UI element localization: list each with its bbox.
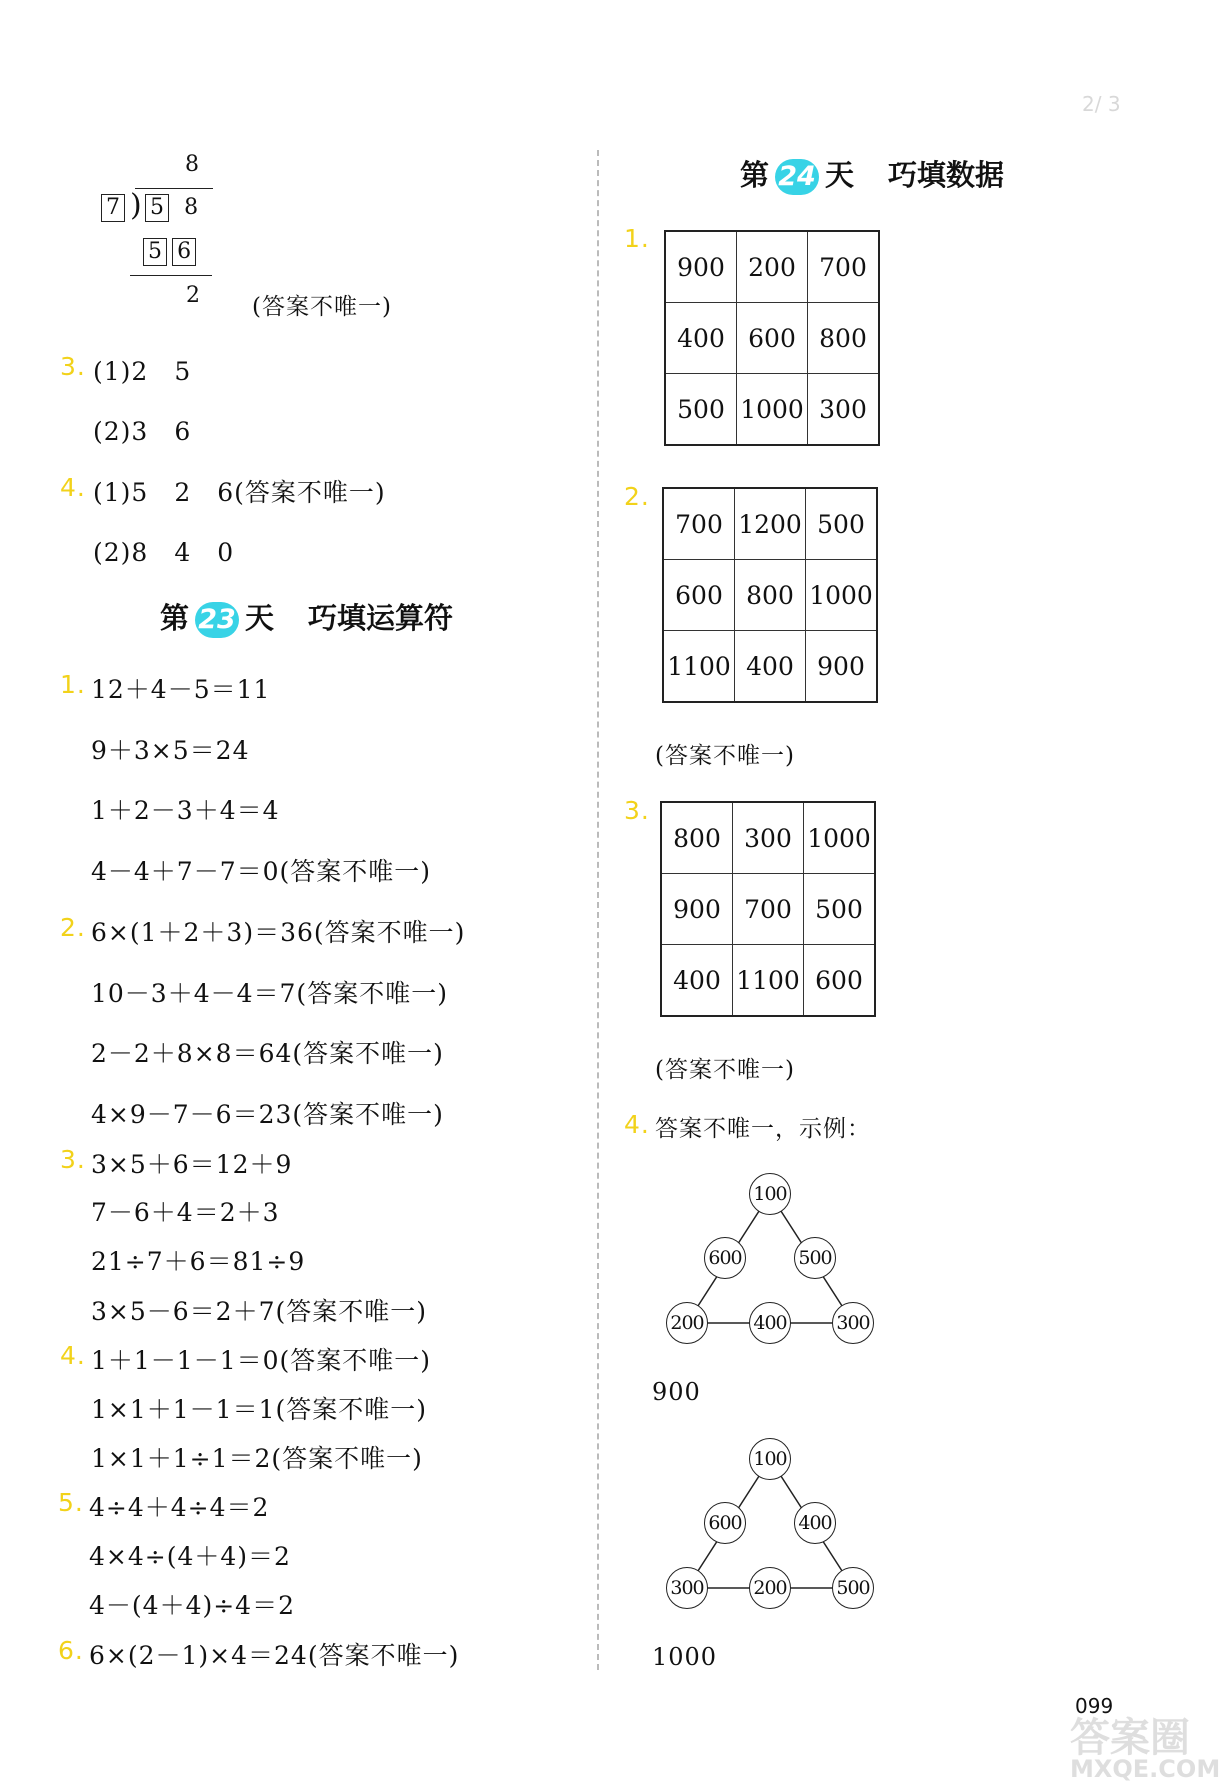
grid-cell: 1000	[806, 560, 878, 631]
circle-node: 500	[794, 1237, 836, 1279]
question-number: 1.	[624, 224, 650, 253]
grid-cell: 400	[661, 945, 733, 1017]
page-number: 099	[1075, 1694, 1114, 1718]
grid-cell: 1200	[735, 488, 806, 560]
note: (答案不唯一)	[655, 1057, 795, 1083]
grid-cell: 400	[735, 631, 806, 703]
grid-cell: 800	[661, 802, 733, 874]
question-number: 3.	[60, 352, 86, 381]
division-quotient: 8	[185, 152, 199, 177]
grid-cell: 300	[733, 802, 804, 874]
watermark-url: MXQE.COM	[1070, 1755, 1221, 1783]
question-number: 4.	[60, 1341, 86, 1370]
grid-cell: 1100	[663, 631, 735, 703]
division-remainder: 2	[186, 283, 200, 308]
grid-cell: 500	[806, 488, 878, 560]
grid-cell: 600	[804, 945, 876, 1017]
circle-node: 400	[749, 1302, 791, 1344]
answer-line: 6×(1＋2＋3)＝36(答案不唯一)	[91, 918, 466, 947]
circle-node: 500	[832, 1567, 874, 1609]
grid-cell: 600	[663, 560, 735, 631]
circle-node: 100	[749, 1438, 791, 1480]
circle-node: 600	[704, 1502, 746, 1544]
answer-line: 9＋3×5＝24	[91, 736, 250, 765]
grid-cell: 200	[737, 231, 808, 303]
circle-node: 100	[749, 1173, 791, 1215]
product-digit-box: 5	[143, 238, 167, 266]
note: (答案不唯一)	[655, 743, 795, 769]
answer-line: (2)3 6	[93, 417, 192, 446]
question-number: 2.	[60, 913, 86, 942]
day-badge: 24	[775, 159, 819, 195]
triangle-sum: 900	[652, 1378, 701, 1406]
answer-line: 4×4÷(4＋4)＝2	[89, 1542, 291, 1571]
circle-node: 200	[749, 1567, 791, 1609]
day-badge: 23	[195, 602, 239, 638]
title-topic: 巧填数据	[888, 158, 1005, 192]
answer-line: 12＋4－5＝11	[91, 675, 271, 704]
circle-node: 600	[704, 1237, 746, 1279]
title-prefix: 第	[160, 601, 190, 635]
circle-node: 400	[794, 1502, 836, 1544]
answer-line: (2)8 4 0	[93, 538, 235, 567]
answer-line: 4×9－7－6＝23(答案不唯一)	[91, 1100, 444, 1129]
question-number: 2.	[624, 482, 650, 511]
title-prefix: 第	[740, 158, 770, 192]
question-number: 3.	[60, 1145, 86, 1174]
question-number: 3.	[624, 796, 650, 825]
title-topic: 巧填运算符	[308, 601, 454, 635]
answer-line: (1)2 5	[93, 357, 192, 386]
dividend-digit-box: 5	[145, 194, 169, 222]
division-note: (答案不唯一)	[252, 294, 392, 320]
watermark-logo: 答案圈	[1070, 1715, 1190, 1761]
answer-line: 4－4＋7－7＝0(答案不唯一)	[91, 857, 432, 886]
grid-cell: 700	[808, 231, 880, 303]
answer-line: 3×5－6＝2＋7(答案不唯一)	[91, 1297, 427, 1326]
grid-cell: 800	[808, 303, 880, 374]
answer-line: 答案不唯一，示例：	[655, 1116, 871, 1142]
question-number: 5.	[58, 1488, 84, 1517]
grid-cell: 700	[663, 488, 735, 560]
product-digit-box: 6	[172, 238, 196, 266]
answer-line: 3×5＋6＝12＋9	[91, 1150, 293, 1179]
grid-cell: 600	[737, 303, 808, 374]
answer-line: 10－3＋4－4＝7(答案不唯一)	[91, 979, 448, 1008]
grid-cell: 1100	[733, 945, 804, 1017]
divisor-box: 7	[101, 194, 125, 222]
grid-cell: 700	[733, 874, 804, 945]
answer-line: 7－6＋4＝2＋3	[91, 1198, 280, 1227]
grid-cell: 400	[665, 303, 737, 374]
answer-line: 1×1＋1－1＝1(答案不唯一)	[91, 1395, 427, 1424]
question-number: 1.	[60, 670, 86, 699]
dividend-digit: 8	[184, 195, 199, 220]
division-bracket: )	[130, 188, 142, 223]
answer-line: 4－(4＋4)÷4＝2	[89, 1591, 295, 1620]
circle-node: 300	[832, 1302, 874, 1344]
grid-cell: 900	[661, 874, 733, 945]
grid-cell: 500	[665, 374, 737, 446]
header-mark: 2/ 3	[1082, 92, 1121, 116]
grid-cell: 1000	[737, 374, 808, 446]
answer-line: 1＋1－1－1＝0(答案不唯一)	[91, 1346, 432, 1375]
grid-cell: 900	[665, 231, 737, 303]
answer-line: 4÷4＋4÷4＝2	[89, 1493, 270, 1522]
question-number: 4.	[624, 1110, 650, 1139]
triangle-sum: 1000	[652, 1643, 718, 1671]
grid-cell: 300	[808, 374, 880, 446]
answer-line: 1＋2－3＋4＝4	[91, 796, 280, 825]
grid-cell: 900	[806, 631, 878, 703]
question-number: 6.	[58, 1636, 84, 1665]
question-number: 4.	[60, 473, 86, 502]
title-suffix: 天	[825, 158, 855, 192]
answer-line: 2－2＋8×8＝64(答案不唯一)	[91, 1039, 444, 1068]
answer-line: 6×(2－1)×4＝24(答案不唯一)	[89, 1641, 460, 1670]
grid-cell: 1000	[804, 802, 876, 874]
answer-line: (1)5 2 6(答案不唯一)	[93, 478, 386, 507]
title-suffix: 天	[245, 601, 275, 635]
circle-node: 200	[666, 1302, 708, 1344]
grid-cell: 800	[735, 560, 806, 631]
circle-node: 300	[666, 1567, 708, 1609]
grid-cell: 500	[804, 874, 876, 945]
answer-line: 1×1＋1÷1＝2(答案不唯一)	[91, 1444, 423, 1473]
answer-line: 21÷7＋6＝81÷9	[91, 1247, 306, 1276]
